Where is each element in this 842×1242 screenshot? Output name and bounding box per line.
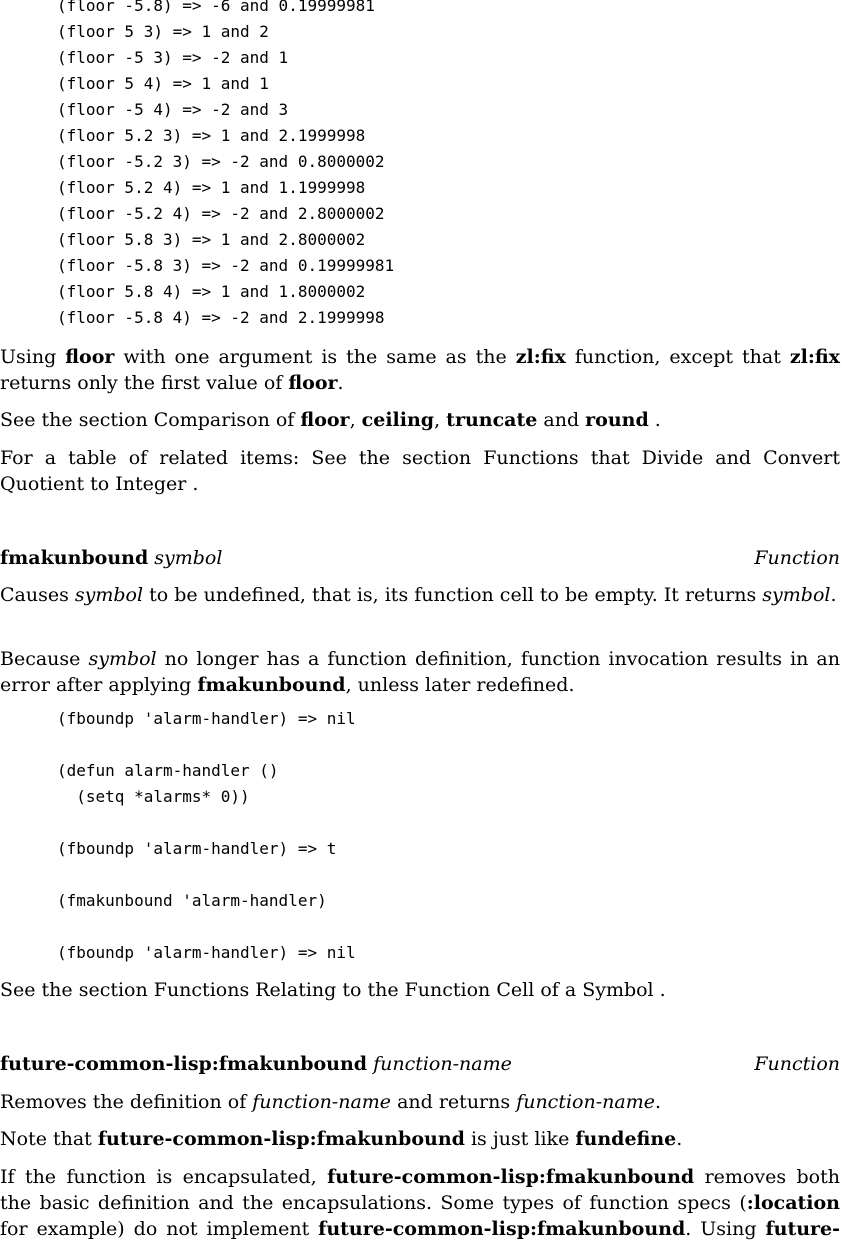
- entry-kind: Function: [754, 1053, 840, 1075]
- code-line: (floor -5.8 3) => -2 and 0.19999981: [57, 256, 395, 275]
- code-line: (fboundp 'alarm-handler) => nil: [57, 943, 356, 962]
- function-ref-zl-fix: zl:fix: [789, 346, 840, 368]
- comparison-section-link[interactable]: See the section Comparison of floor, ceiling, truncate and round .: [0, 409, 661, 431]
- code-line: (floor -5.2 4) => -2 and 2.8000002: [57, 204, 385, 223]
- code-line: (floor -5 3) => -2 and 1: [57, 48, 289, 67]
- code-line: (defun alarm-handler (): [57, 761, 279, 780]
- code-line: (floor -5.2 3) => -2 and 0.8000002: [57, 152, 385, 171]
- entry-kind: Function: [754, 547, 840, 569]
- related-items-section-link[interactable]: For a table of related items: See the section Functions that Divide and Convert Quotient to Integer .: [0, 447, 840, 495]
- code-line: (fboundp 'alarm-handler) => nil: [57, 709, 356, 728]
- code-line: (floor 5.2 3) => 1 and 2.1999998: [57, 126, 366, 145]
- fmakunbound-description-paragraph: Causes symbol to be undefined, that is, its function cell to be empty. It returns symbol.: [0, 584, 837, 606]
- fcl-fmakunbound-description-paragraph: Removes the definition of function-name and returns function-name.: [0, 1091, 661, 1113]
- code-line: (setq *alarms* 0)): [57, 787, 250, 806]
- code-line: (floor 5 3) => 1 and 2: [57, 22, 269, 41]
- fmakunbound-entry-header: [0, 545, 840, 571]
- fmakunbound-effect-paragraph: Because symbol no longer has a function definition, function invocation results in an error after applying fmakunbound, unless later redefined.: [0, 648, 840, 696]
- code-line: (floor 5.8 3) => 1 and 2.8000002: [57, 230, 366, 249]
- floor-examples-code: [57, 0, 394, 331]
- fmakunbound-example-code: [57, 706, 356, 966]
- function-ref-zl-fix: zl:fix: [515, 346, 566, 368]
- fcl-fmakunbound-entry-header: [0, 1051, 840, 1077]
- code-line: (fmakunbound 'alarm-handler): [57, 891, 327, 910]
- fcl-fmakunbound-encapsulation-paragraph: If the function is encapsulated, future-common-lisp:fmakunbound removes both the basic definition and the encapsulations. Some types of function specs (:location for example) do not implement future-common-lisp:fmakunbound. Using future-: [0, 1166, 841, 1240]
- function-cell-section-link[interactable]: See the section Functions Relating to the Function Cell of a Symbol .: [0, 979, 666, 1001]
- function-ref-floor: floor: [65, 346, 115, 368]
- code-line: (floor -5.8 4) => -2 and 2.1999998: [57, 308, 385, 327]
- function-ref-floor: floor: [288, 372, 338, 394]
- code-line: (floor 5 4) => 1 and 1: [57, 74, 269, 93]
- floor-description-paragraph: Using floor with one argument is the same as the zl:fix function, except that zl:fix returns only the first value of floor.: [0, 346, 840, 394]
- entry-name: fmakunbound: [0, 547, 149, 569]
- entry-args: function-name: [373, 1053, 512, 1075]
- code-line: (floor -5.8) => -6 and 0.19999981: [57, 0, 375, 15]
- code-line: (fboundp 'alarm-handler) => t: [57, 839, 337, 858]
- entry-args: symbol: [154, 547, 223, 569]
- entry-name: future-common-lisp:fmakunbound: [0, 1053, 368, 1075]
- code-line: (floor -5 4) => -2 and 3: [57, 100, 289, 119]
- fcl-fmakunbound-note-paragraph: Note that future-common-lisp:fmakunbound is just like fundefine.: [0, 1128, 683, 1150]
- code-line: (floor 5.2 4) => 1 and 1.1999998: [57, 178, 366, 197]
- code-line: (floor 5.8 4) => 1 and 1.8000002: [57, 282, 366, 301]
